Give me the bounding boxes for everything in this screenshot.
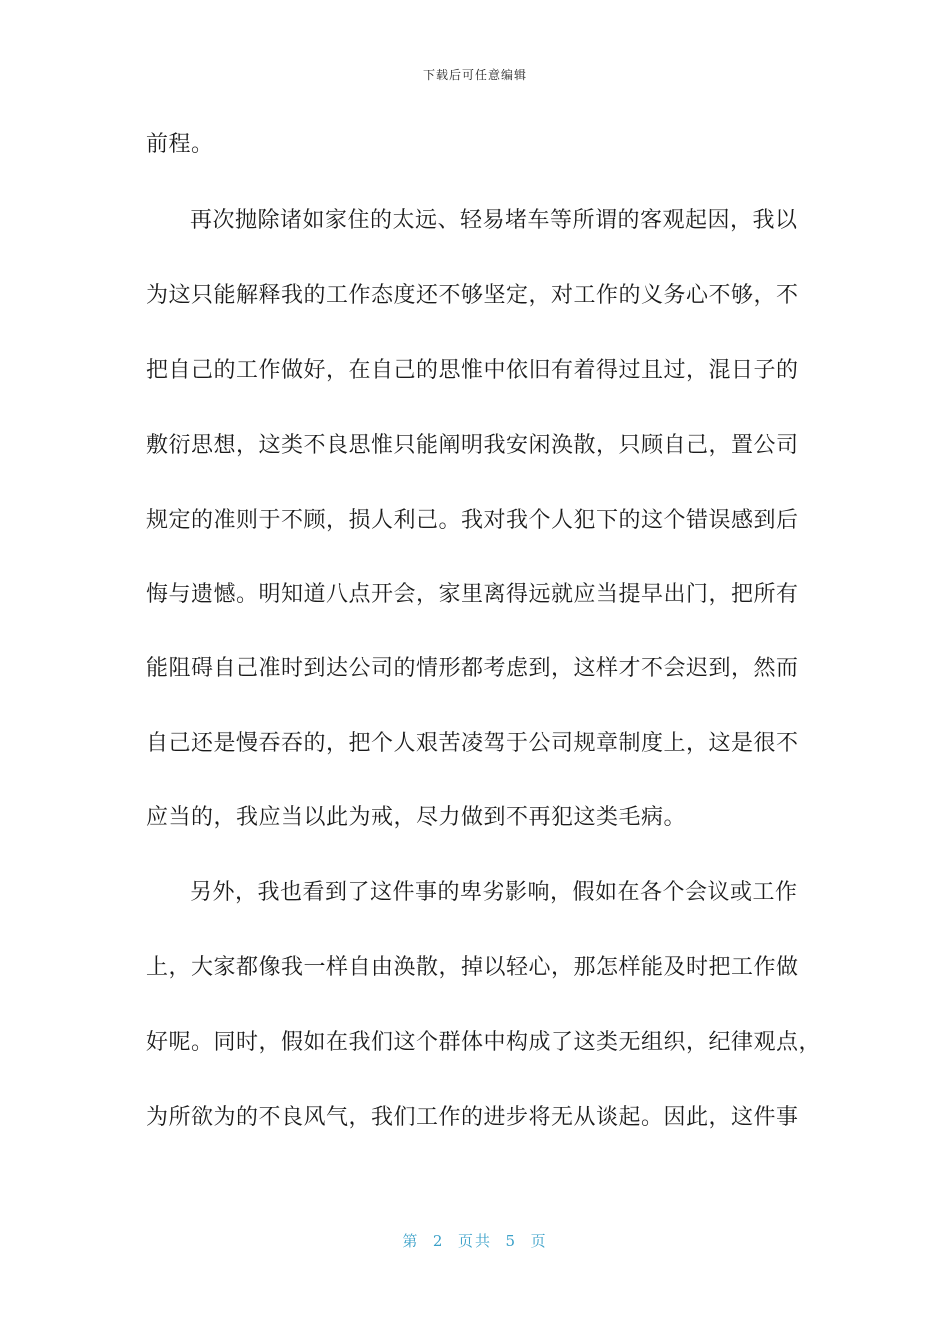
page-number-footer (0, 1230, 950, 1251)
text-line: 另外，我也看到了这件事的卑劣影响，假如在各个会议或工作 (190, 880, 798, 905)
text-line: 好呢。同时，假如在我们这个群体中构成了这类无组织，纪律观点， (146, 1030, 822, 1055)
text-line: 应当的，我应当以此为戒，尽力做到不再犯这类毛病。 (146, 805, 687, 830)
text-line: 为所欲为的不良风气，我们工作的进步将无从谈起。因此，这件事 (146, 1105, 799, 1130)
text-line: 上，大家都像我一样自由涣散，掉以轻心，那怎样能及时把工作做 (146, 955, 799, 980)
page-header: 下载后可任意编辑 (422, 68, 527, 82)
text-line: 前程。 (146, 132, 214, 157)
text-line: 为这只能解释我的工作态度还不够坚定，对工作的义务心不够，不 (146, 283, 799, 308)
text-line: 悔与遗憾。明知道八点开会，家里离得远就应当提早出门，把所有 (146, 582, 799, 607)
text-line: 把自己的工作做好，在自己的思惟中依旧有着得过且过，混日子的 (146, 358, 799, 383)
text-line: 再次抛除诸如家住的太远、轻易堵车等所谓的客观起因，我以 (190, 208, 798, 233)
text-line: 敷衍思想，这类不良思惟只能阐明我安闲涣散，只顾自己，置公司 (146, 433, 799, 458)
text-line: 自己还是慢吞吞的，把个人艰苦凌驾于公司规章制度上，这是很不 (146, 731, 799, 756)
text-line: 能阻碍自己准时到达公司的情形都考虑到，这样才不会迟到，然而 (146, 656, 799, 681)
page-number-text: 第 2 页共 5 页 (402, 1232, 548, 1250)
text-line: 规定的准则于不顾，损人利己。我对我个人犯下的这个错误感到后 (146, 508, 799, 533)
